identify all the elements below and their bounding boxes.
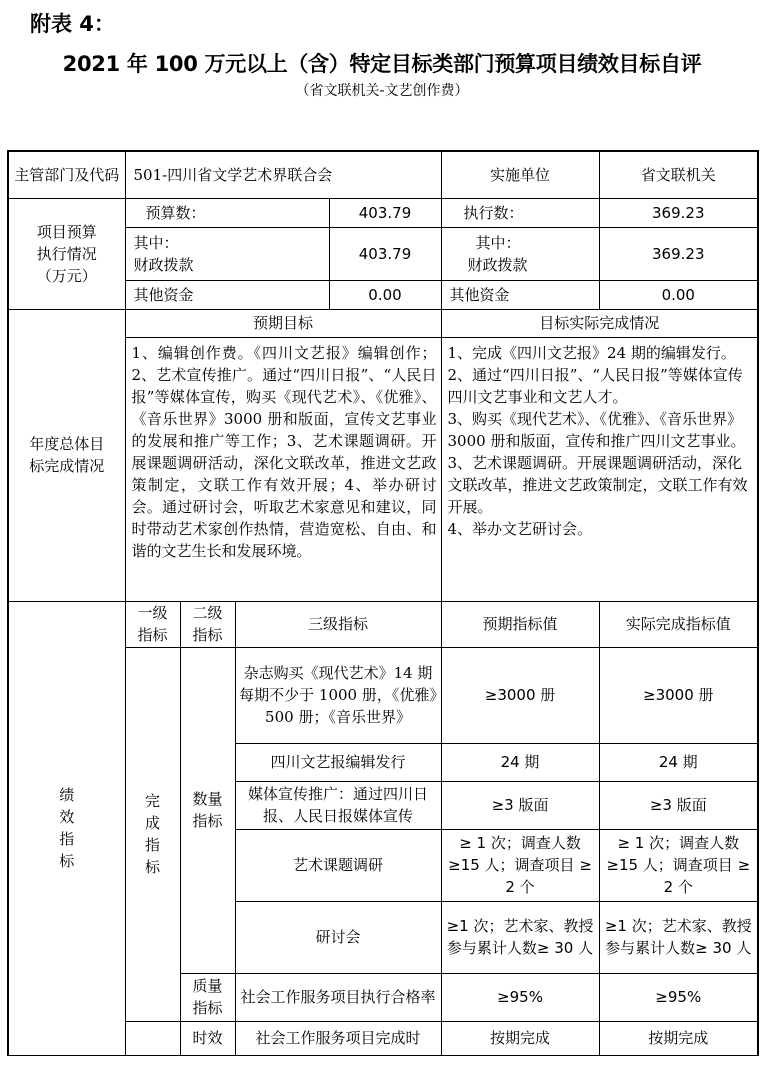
fiscal-budget-value: 403.79 [329, 227, 441, 280]
fiscal-exec-value: 369.23 [599, 227, 758, 280]
expected-goal-text: 1、编辑创作费。《四川文艺报》编辑创作；2、艺术宣传推广。通过“四川日报”、“人民日报”等媒体宣传，购买《现代艺术》、《优雅》、《音乐世界》3000 册和版面，宣传文艺事业的发展和推广等工作；3、艺术课题调研。开展课题调研活动，深化文联改革，推进文艺政策制定，文联工作有效开展；4、举办研讨会。通过研讨会，听取艺术家意见和建议，同时带动艺术家创作热情，营造宽松、自由、和谐的文艺生长和发展环境。 [125, 337, 441, 601]
page-title: 2021 年 100 万元以上（含）特定目标类部门预算项目绩效目标自评 [62, 52, 702, 76]
indicator-actual: ≥1 次；艺术家、教授参与累计人数≥ 30 人 [599, 901, 758, 973]
indicator-expected: ≥3000 册 [441, 647, 599, 743]
impl-label: 实施单位 [441, 151, 599, 198]
indicator-name: 杂志购买《现代艺术》14 期每期不少于 1000 册，《优雅》500 册；《音乐世界》 [235, 647, 441, 743]
completion-indicator-label: 完 成 指 标 [125, 647, 180, 1021]
budget-amount-label: 预算数： [125, 198, 329, 227]
actual-goal-text [441, 337, 758, 601]
indicator-actual: ≥3000 册 [599, 647, 758, 743]
indicator-expected: 按期完成 [441, 1021, 599, 1055]
indicator-actual: ≥ 1 次；调查人数≥15 人；调查项目 ≥ 2 个 [599, 829, 758, 901]
indicator-actual: ≥3 版面 [599, 781, 758, 829]
quantity-indicator-label: 数量 指标 [180, 647, 235, 973]
page-subtitle: （省文联机关-文艺创作费） [295, 83, 469, 99]
appendix-label: 附表 4： [30, 12, 115, 36]
indicator-expected: ≥ 1 次；调查人数≥15 人；调查项目 ≥ 2 个 [441, 829, 599, 901]
indicators-section-label: 绩 效 指 标 [8, 601, 125, 1055]
fiscal-exec-label: 其中： 财政拨款 [441, 227, 599, 280]
impl-value: 省文联机关 [599, 151, 758, 198]
indicator-actual: ≥95% [599, 973, 758, 1021]
actual-value-header: 实际完成指标值 [599, 601, 758, 647]
expected-goal-header: 预期目标 [125, 309, 441, 337]
indicator-actual: 按期完成 [599, 1021, 758, 1055]
indicator-name: 社会工作服务项目执行合格率 [235, 973, 441, 1021]
other-funds-label: 其他资金 [125, 280, 329, 309]
timeliness-indicator-label: 时效 [180, 1021, 235, 1055]
budget-section-label: 项目预算 执行情况 （万元） [8, 198, 125, 309]
actual-goal-line: 2、通过“四川日报”、“人民日报”等媒体宣传四川文艺事业和文艺人才。 [447, 365, 743, 406]
level1-header: 一级 指标 [125, 601, 180, 647]
expected-value-header: 预期指标值 [441, 601, 599, 647]
exec-amount-value: 369.23 [599, 198, 758, 227]
indicator-name: 研讨会 [235, 901, 441, 973]
performance-table [7, 150, 759, 1056]
level1-blank-cell [125, 1021, 180, 1055]
indicator-expected: ≥95% [441, 973, 599, 1021]
quality-indicator-label: 质量 指标 [180, 973, 235, 1021]
actual-goal-line: 4、举办文艺研讨会。 [447, 519, 593, 538]
indicator-name: 媒体宣传推广：通过四川日报、人民日报媒体宣传 [235, 781, 441, 829]
exec-amount-label: 执行数： [441, 198, 599, 227]
dept-value: 501-四川省文学艺术界联合会 [125, 151, 441, 198]
indicator-expected: 24 期 [441, 743, 599, 781]
goals-section-label: 年度总体目 标完成情况 [8, 309, 125, 601]
indicator-expected: ≥3 版面 [441, 781, 599, 829]
indicator-name: 社会工作服务项目完成时 [235, 1021, 441, 1055]
dept-label: 主管部门及代码 [8, 151, 125, 198]
other-funds-budget: 0.00 [329, 280, 441, 309]
budget-amount-value: 403.79 [329, 198, 441, 227]
indicator-actual: 24 期 [599, 743, 758, 781]
other-funds-exec-label: 其他资金 [441, 280, 599, 309]
other-funds-exec: 0.00 [599, 280, 758, 309]
indicator-name: 四川文艺报编辑发行 [235, 743, 441, 781]
fiscal-label: 其中： 财政拨款 [125, 227, 329, 280]
actual-goal-line: 1、完成《四川文艺报》24 期的编辑发行。 [447, 343, 736, 362]
actual-goal-header: 目标实际完成情况 [441, 309, 758, 337]
level3-header: 三级指标 [235, 601, 441, 647]
indicator-expected: ≥1 次；艺术家、教授参与累计人数≥ 30 人 [441, 901, 599, 973]
level2-header: 二级 指标 [180, 601, 235, 647]
actual-goal-line: 3、艺术课题调研。开展课题调研活动，深化文联改革，推进文艺政策制定，文联工作有效开展。 [447, 453, 748, 516]
indicator-name: 艺术课题调研 [235, 829, 441, 901]
actual-goal-line: 3、购买《现代艺术》、《优雅》、《音乐世界》3000 册和版面，宣传和推广四川文艺事业。 [447, 409, 746, 450]
